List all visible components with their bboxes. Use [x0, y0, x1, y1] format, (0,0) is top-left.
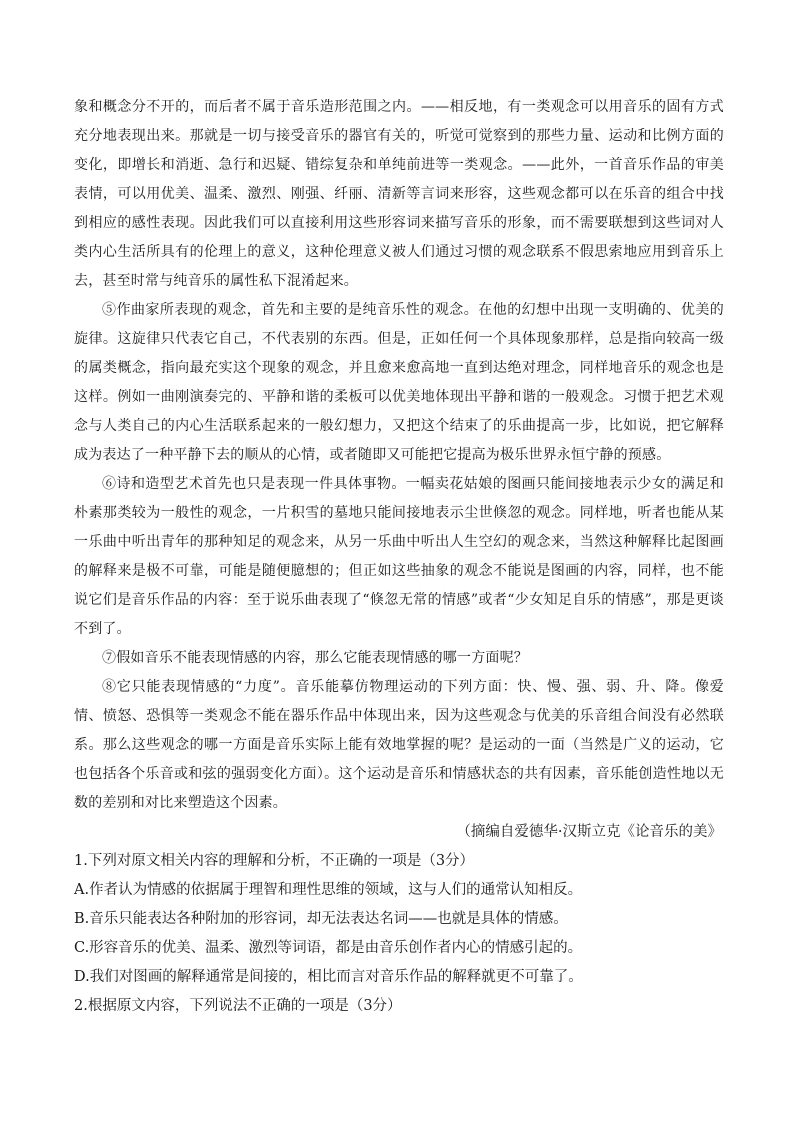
passage-paragraph-7: ⑦假如音乐不能表现情感的内容，那么它能表现情感的哪一方面呢？: [102, 650, 528, 666]
passage-paragraph-6: ⑥诗和造型艺术首先也只是表现一件具体事物。一幅卖花姑娘的图画只能间接地表示少女的满足和朴素那类较为一般性的观念，一片积雪的墓地只能间接地表示尘世倏忽的观念。同样地，听者也能从某一乐曲中听出青年的那种知足的观念来，从另一乐曲中听出人生空幻的观念来，当然这种解释比起图画的解释来是极不可靠，可能是随便臆想的；但正如这些抽象的观念不能说是图画的内容，同样，也不能说它们是音乐作品的内容：至于说乐曲表现了“倏忽无常的情感”或者“少女知足自乐的情感”，那是更谈不到了。: [74, 476, 724, 637]
passage-paragraph-8: ⑧它只能表现情感的“力度”。音乐能摹仿物理运动的下列方面：快、慢、强、弱、升、降。像爱情、愤怒、恐惧等一类观念不能在器乐作品中体现出来，因为这些观念与优美的乐音组合间没有必然联系。那么这些观念的哪一方面是音乐实际上能有效地掌握的呢？是运动的一面（当然是广义的运动，它也包括各个乐音或和弦的强弱变化方面）。这个运动是音乐和情感状态的共有因素，音乐能创造性地以无数的差别和对比来塑造这个因素。: [74, 679, 724, 811]
question-2: [74, 992, 724, 1021]
passage-source: （摘编自爱德华·汉斯立克《论音乐的美》: [456, 824, 722, 840]
question-stem: 2.根据原文内容，下列说法不正确的一项是（3分）: [74, 998, 402, 1014]
question-option-b: B.音乐只能表达各种附加的形容词，却无法表达名词——也就是具体的情感。: [74, 911, 568, 927]
question-1: [74, 847, 724, 992]
question-option-a: A.作者认为情感的依据属于理智和理性思维的领域，这与人们的通常认知相反。: [74, 882, 583, 898]
document-page: [74, 93, 724, 1021]
question-option-c: C.形容音乐的优美、温柔、激烈等词语，都是由音乐创作者内心的情感引起的。: [74, 940, 583, 956]
question-option-d: D.我们对图画的解释通常是间接的，相比而言对音乐作品的解释就更不可靠了。: [74, 969, 583, 985]
passage-paragraph-5: ⑤作曲家所表现的观念，首先和主要的是纯音乐性的观念。在他的幻想中出现一支明确的、优美的旋律。这旋律只代表它自己，不代表别的东西。但是，正如任何一个具体现象那样，总是指向较高一级的属类概念，指向最充实这个现象的观念，并且愈来愈高地一直到达绝对理念，同样地音乐的观念也是这样。例如一曲刚演奏完的、平静和谐的柔板可以优美地体现出平静和谐的一般观念。习惯于把艺术观念与人类自己的内心生活联系起来的一般幻想力，又把这个结束了的乐曲提高一步，比如说，把它解释成为表达了一种平静下去的顺从的心情，或者随即又可能把它提高为极乐世界永恒宁静的预感。: [74, 302, 724, 463]
passage-paragraph-continued: 象和概念分不开的，而后者不属于音乐造形范围之内。——相反地，有一类观念可以用音乐的固有方式充分地表现出来。那就是一切与接受音乐的器官有关的，听觉可觉察到的那些力量、运动和比例方面的变化，即增长和消逝、急行和迟疑、错综复杂和单纯前进等一类观念。——此外，一首音乐作品的审美表情，可以用优美、温柔、激烈、刚强、纤丽、清新等言词来形容，这些观念都可以在乐音的组合中找到相应的感性表现。因此我们可以直接利用这些形容词来描写音乐的形象，而不需要联想到这些词对人类内心生活所具有的伦理上的意义，这种伦理意义被人们通过习惯的观念联系不假思索地应用到音乐上去，甚至时常与纯音乐的属性私下混淆起来。: [74, 99, 724, 289]
question-stem: 1.下列对原文相关内容的理解和分析，不正确的一项是（3分）: [74, 853, 475, 869]
